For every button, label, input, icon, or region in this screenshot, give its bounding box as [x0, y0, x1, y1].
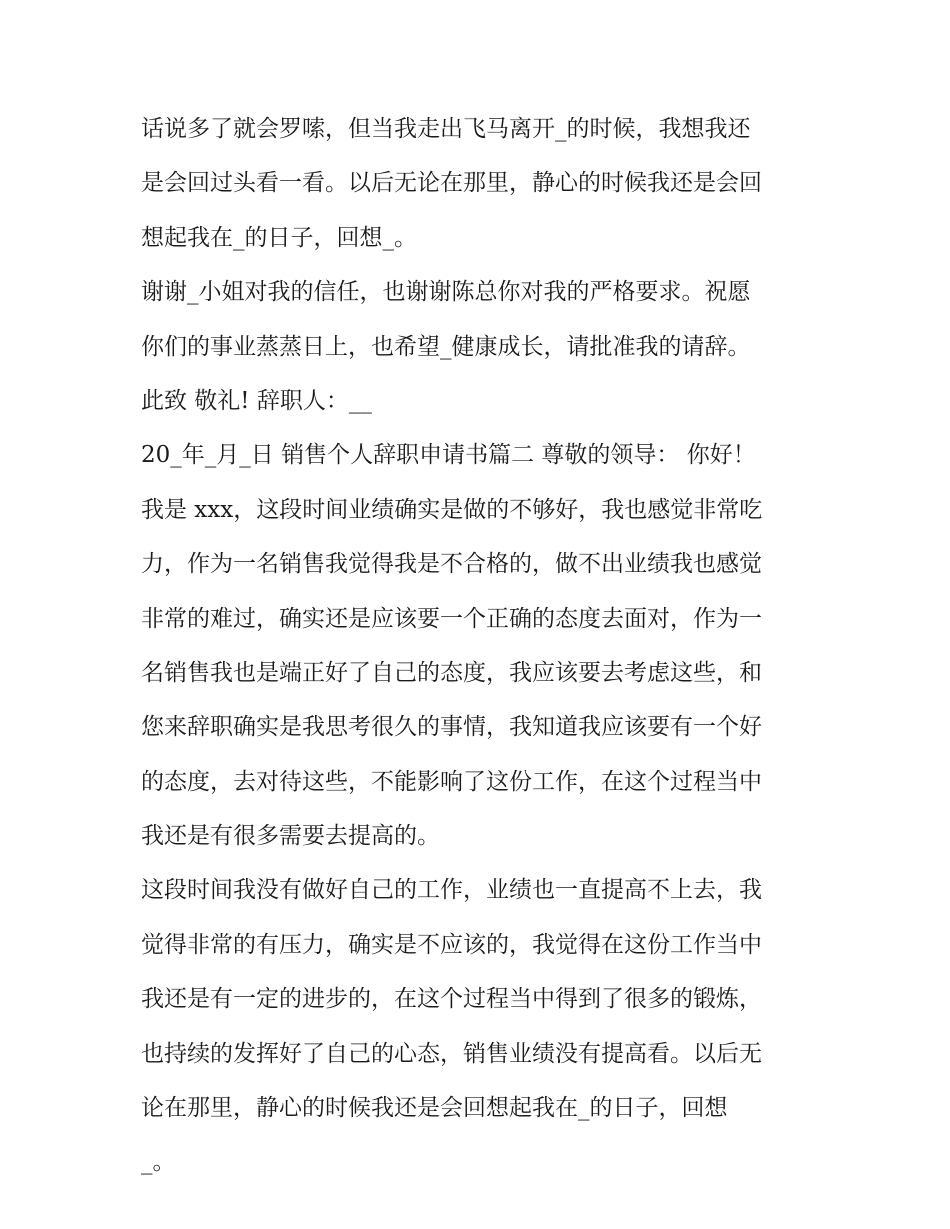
- text-line: 我还是有很多需要去提高的。: [141, 823, 440, 850]
- text-line: 想起我在_的日子，回想_。: [141, 224, 417, 251]
- text-line: 您来辞职确实是我思考很久的事情，我知道我应该要有一个好: [141, 714, 762, 741]
- text-line: 我还是有一定的进步的，在这个过程当中得到了很多的锻炼，: [141, 986, 762, 1013]
- text-line: 非常的难过，确实还是应该要一个正确的态度去面对，作为一: [141, 605, 762, 632]
- text-line: _。: [141, 1149, 176, 1176]
- text-line: 这段时间我没有做好自己的工作，业绩也一直提高不上去，我: [141, 877, 762, 904]
- text-line: 话说多了就会罗嗦，但当我走出飞马离开_的时候，我想我还: [141, 116, 751, 142]
- document-body: [141, 102, 831, 1190]
- text-line: 谢谢_小姐对我的信任，也谢谢陈总你对我的严格要求。祝愿: [141, 279, 751, 306]
- text-line: 力，作为一名销售我觉得我是不合格的，做不出业绩我也感觉: [141, 551, 762, 578]
- text-line: 名销售我也是端正好了自己的态度，我应该要去考虑这些，和: [141, 659, 762, 686]
- text-line: 我是 xxx，这段时间业绩确实是做的不够好，我也感觉非常吃: [141, 496, 763, 523]
- text-line: 论在那里，静心的时候我还是会回想起我在_的日子，回想: [141, 1095, 728, 1122]
- text-line: 是会回过头看一看。以后无论在那里，静心的时候我还是会回: [141, 170, 762, 197]
- text-line: 觉得非常的有压力，确实是不应该的，我觉得在这份工作当中: [141, 931, 762, 958]
- text-line: 也持续的发挥好了自己的心态，销售业绩没有提高看。以后无: [141, 1040, 762, 1067]
- text-line: 20_年_月_日 销售个人辞职申请书篇二 尊敬的领导： 你好！: [141, 442, 756, 469]
- text-line: 此致 敬礼! 辞职人：__: [141, 387, 372, 414]
- text-line: 你们的事业蒸蒸日上，也希望_健康成长，请批准我的请辞。: [141, 333, 751, 360]
- text-line: 的态度，去对待这些，不能影响了这份工作，在这个过程当中: [141, 768, 762, 795]
